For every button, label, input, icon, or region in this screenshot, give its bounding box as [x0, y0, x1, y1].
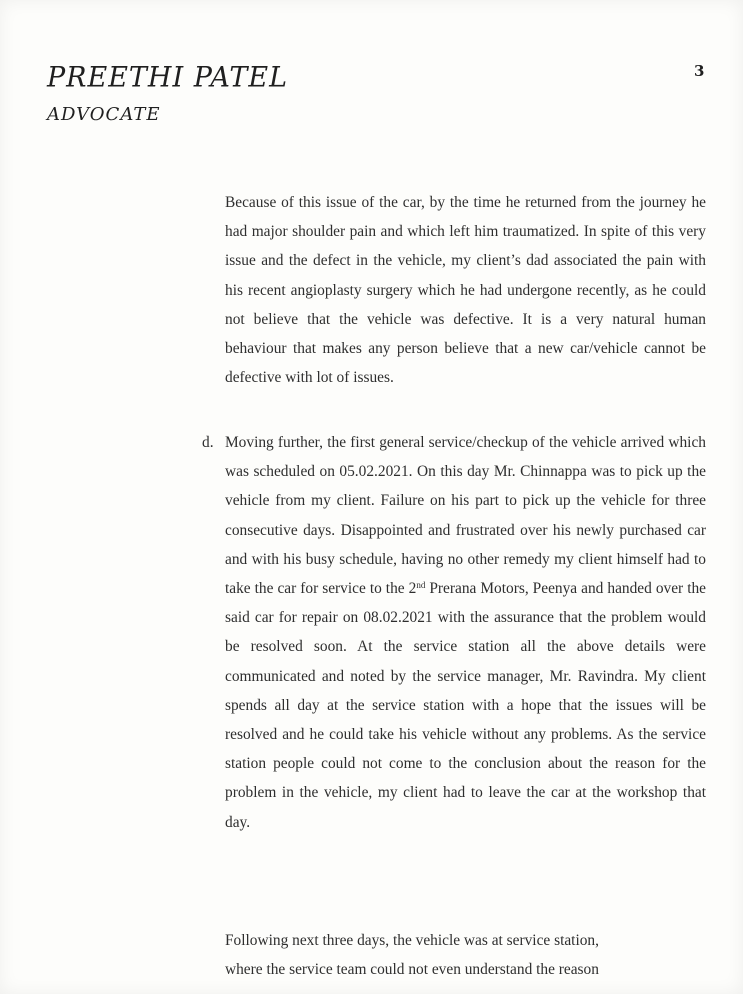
ordinal-superscript: nd [416, 580, 426, 591]
following-paragraph-line-2: where the service team could not even understand the reason [225, 961, 599, 979]
paragraph-d-marker: d. [202, 434, 214, 451]
letterhead-title: ADVOCATE [47, 104, 161, 125]
paragraph-d [225, 428, 706, 837]
paragraph-c-continuation: Because of this issue of the car, by the time he returned from the journey he had major shoulder pain and which left him traumatized. In spite of this very issue and the defect in the vehicle, my client’s dad associated the pain with his recent angioplasty surgery which he had undergone recently, as he could not believe that the vehicle was defective. It is a very natural human behaviour that makes any person believe that a new car/vehicle cannot be defective with lot of issues. [225, 194, 706, 387]
paragraph-d-text-part2: Prerana Motors, Peenya and handed over the said car for repair on 08.02.2021 with the assurance that the problem would be resolved soon. At the service station all the above details were communicated and noted by the service manager, Mr. Ravindra. My client spends all day at the service station with a hope that the issues will be resolved and he could take his vehicle without any problems. As the service station people could not come to the conclusion about the reason for the problem in the vehicle, my client had to leave the car at the workshop that day. [225, 580, 706, 831]
following-paragraph [225, 926, 711, 984]
following-paragraph-line-1: Following next three days, the vehicle was at service station, [225, 932, 599, 949]
letterhead-name: PREETHI PATEL [47, 61, 289, 94]
page-number: 3 [694, 62, 705, 80]
paragraph-d-text-part1: Moving further, the first general service/checkup of the vehicle arrived which was scheduled on 05.02.2021. On this day Mr. Chinnappa was to pick up the vehicle from my client. Failure on his part to pick up the vehicle for three consecutive days. Disappointed and frustrated over his newly purchased car and with his busy schedule, having no other remedy my client himself had to take the car for service to the 2 [225, 434, 706, 598]
